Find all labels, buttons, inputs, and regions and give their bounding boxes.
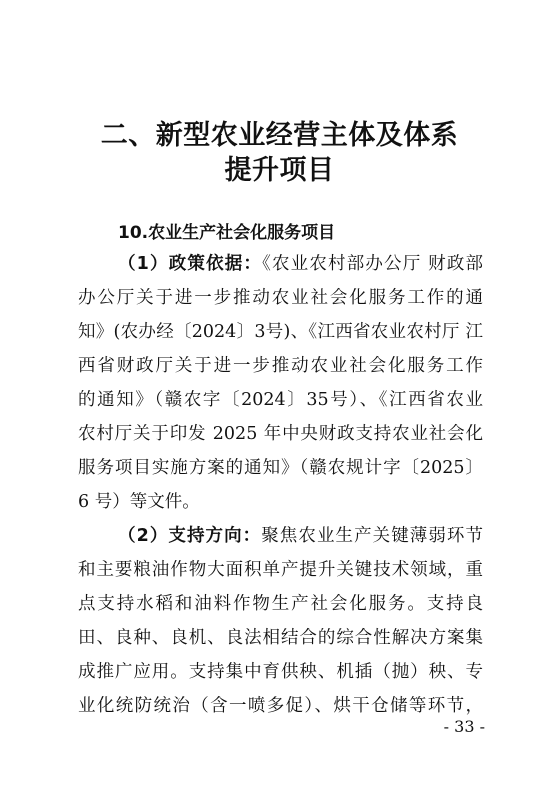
section-heading: 10.农业生产社会化服务项目	[118, 223, 336, 243]
para1-line-5: 的通知》（赣农字〔2024〕35号）、《江西省农业	[78, 390, 483, 410]
para1-line-2: 办公厅关于进一步推动农业社会化服务工作的通	[78, 288, 483, 308]
page-title-line-1: 二、新型农业经营主体及体系	[100, 120, 459, 151]
para2-line-6: 业化统防统治（含一喷多促）、烘干仓储等环节，	[78, 696, 483, 716]
para1-text-1: 《农业农村部办公厅 财政部	[262, 254, 483, 274]
para2-line-4: 田、良种、良机、良法相结合的综合性解决方案集	[78, 628, 483, 648]
para1-line-8: 6 号）等文件。	[78, 492, 200, 512]
para1-line-4: 西省财政厅关于进一步推动农业社会化服务工作	[78, 356, 483, 376]
para1-line-1	[118, 252, 483, 276]
para1-line-3: 知》(农办经〔2024〕3号)、《江西省农业农村厅 江	[78, 322, 483, 342]
para2-line-5: 成推广应用。支持集中育供秧、机插（抛）秧、专	[78, 662, 483, 682]
para1-line-6: 农村厅关于印发 2025 年中央财政支持农业社会化	[78, 424, 483, 444]
para2-line-3: 点支持水稻和油料作物生产社会化服务。支持良	[78, 594, 483, 614]
page-title-line-2: 提升项目	[224, 155, 335, 186]
para2-label: （2）支持方向：	[118, 526, 262, 546]
para1-label: （1）政策依据：	[118, 254, 263, 274]
para2-line-2: 和主要粮油作物大面积单产提升关键技术领域，重	[78, 560, 483, 580]
para2-line-1	[118, 524, 483, 548]
para2-text-1: 聚焦农业生产关键薄弱环节	[261, 526, 483, 546]
page-number: - 33 -	[443, 717, 485, 736]
para1-line-7: 服务项目实施方案的通知》（赣农规计字〔2025〕	[78, 458, 483, 478]
